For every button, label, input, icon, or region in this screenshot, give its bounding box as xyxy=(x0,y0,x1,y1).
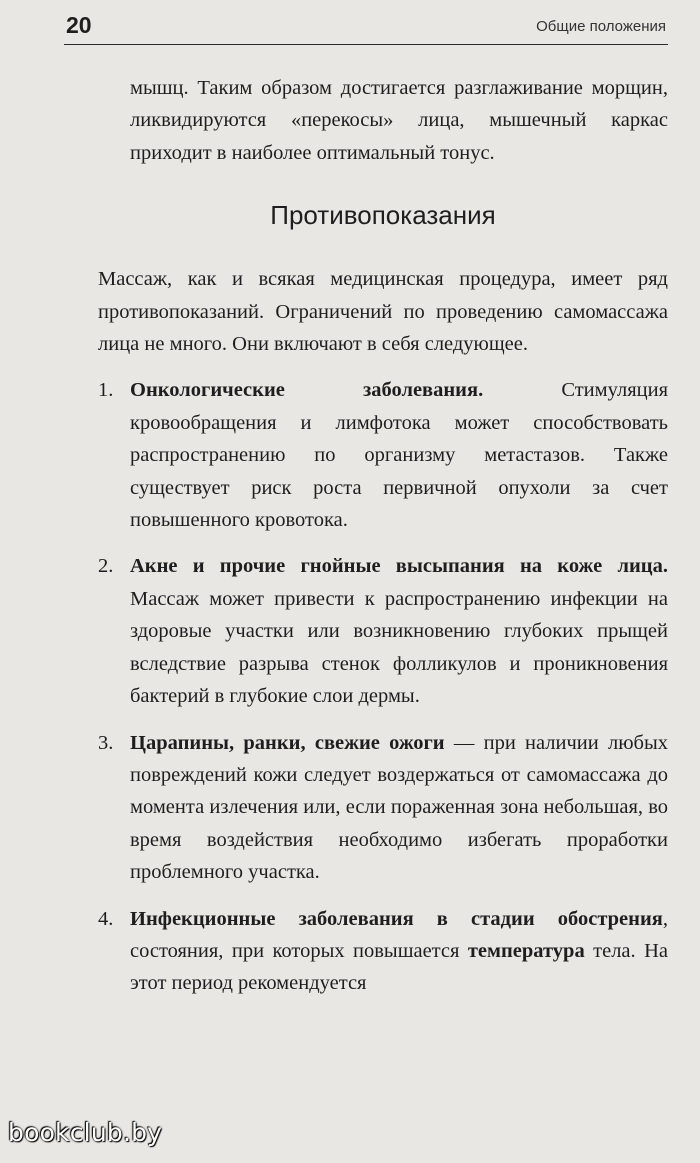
page-header xyxy=(0,0,700,50)
list-item-number: 2. xyxy=(98,555,114,578)
list-item xyxy=(98,374,668,536)
list-item xyxy=(98,550,668,712)
running-head: Общие положения xyxy=(536,18,666,35)
page-body xyxy=(98,72,668,1014)
continuation-paragraph: мышц. Таким образом достигается разглаживание морщин, ликвидируются «перекосы» лица, мышечный каркас приходит в наиболее оптимальный тонус. xyxy=(130,77,668,164)
header-rule xyxy=(64,44,668,45)
list-item-term: Царапины, ранки, свежие ожоги xyxy=(130,731,445,754)
list-item-term: Акне и прочие гнойные высыпания на коже лица. xyxy=(130,555,668,578)
list-item-number: 3. xyxy=(98,731,114,754)
list-item-term: Онкологические заболевания. xyxy=(130,379,484,402)
list-item-text: — при наличии любых повреждений кожи следует воздержаться от самомассажа до момента излечения или, если пораженная зона небольшая, во время воздействия необходимо избегать проработки проблемного участка. xyxy=(130,731,668,884)
list-item-text: Стимуляция кровообращения и лимфотока может способствовать распространению по организму метастазов. Также существует риск роста первичной опухоли за счет повышенного кровотока. xyxy=(130,379,668,532)
list-item-text: , состояния, при которых повышается xyxy=(130,907,668,962)
list-item xyxy=(98,727,668,889)
watermark-logo: bookclub.by xyxy=(8,1118,163,1147)
section-title: Противопоказания xyxy=(270,200,496,231)
list-item-text: тела. На этот период рекомендуется xyxy=(130,939,668,995)
list-item-term: Инфекционные заболевания в стадии обострения xyxy=(130,907,663,930)
list-item-text: Массаж может привести к распространению инфекции на здоровые участки или возникновению глубоких прыщей вследствие разрыва стенок фолликулов и проникновения бактерий в глубокие слои дермы. xyxy=(130,587,668,708)
list-item-number: 1. xyxy=(98,379,114,402)
contraindications-list xyxy=(98,374,668,999)
page-number: 20 xyxy=(66,12,92,38)
list-item-term-secondary: температура xyxy=(467,939,585,962)
list-item-number: 4. xyxy=(98,907,114,930)
list-item xyxy=(98,903,668,1000)
intro-paragraph: Массаж, как и всякая медицинская процедура, имеет ряд противопоказаний. Ограничений по проведению самомассажа лица не много. Они включают в себя следующее. xyxy=(98,268,668,356)
